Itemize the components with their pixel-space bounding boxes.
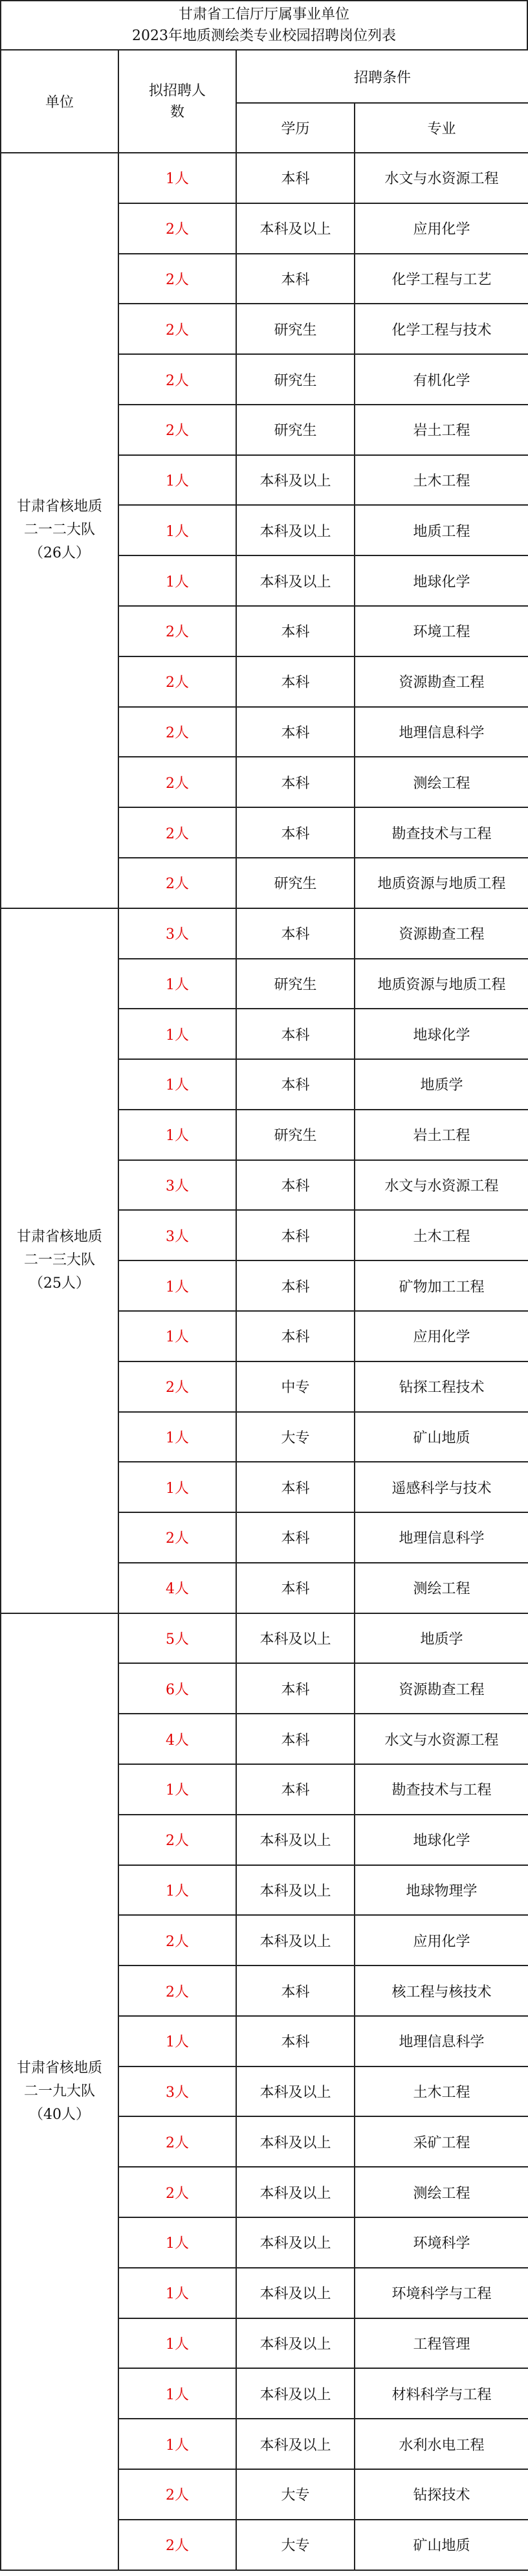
count-cell: 1人 (118, 1110, 236, 1160)
count-cell: 1人 (118, 959, 236, 1009)
count-cell: 2人 (118, 254, 236, 304)
count-cell: 2人 (118, 2469, 236, 2520)
education-cell: 本科 (236, 757, 355, 807)
unit-line: （26人） (29, 545, 90, 562)
major-cell: 环境科学与工程 (355, 2268, 528, 2318)
table-row (1, 1613, 528, 1664)
major-cell: 地质学 (355, 1613, 528, 1664)
education-cell: 本科及以上 (236, 2066, 355, 2117)
document-title (0, 0, 528, 49)
major-cell: 水文与水资源工程 (355, 1160, 528, 1211)
education-cell: 本科 (236, 1966, 355, 2016)
education-cell: 本科 (236, 1311, 355, 1361)
major-cell: 矿山地质 (355, 2520, 528, 2570)
education-cell: 本科 (236, 1563, 355, 1613)
major-cell: 矿山地质 (355, 1412, 528, 1462)
count-cell: 3人 (118, 2066, 236, 2117)
unit-line: （25人） (29, 1275, 90, 1292)
education-cell: 大专 (236, 2520, 355, 2570)
education-cell: 研究生 (236, 858, 355, 908)
major-cell: 水利水电工程 (355, 2419, 528, 2469)
major-cell: 矿物加工工程 (355, 1260, 528, 1311)
major-cell: 地理信息科学 (355, 2016, 528, 2066)
education-cell: 本科及以上 (236, 505, 355, 555)
education-cell: 大专 (236, 1412, 355, 1462)
count-cell: 1人 (118, 555, 236, 606)
unit-cell (1, 1613, 118, 2570)
education-cell: 本科及以上 (236, 455, 355, 506)
table-body (1, 50, 528, 2570)
count-cell: 1人 (118, 2016, 236, 2066)
count-cell: 5人 (118, 1613, 236, 1664)
count-cell: 2人 (118, 707, 236, 757)
count-cell: 1人 (118, 2368, 236, 2419)
major-cell: 测绘工程 (355, 757, 528, 807)
count-cell: 3人 (118, 1210, 236, 1260)
education-cell: 本科 (236, 1462, 355, 1512)
education-cell: 本科及以上 (236, 1915, 355, 1966)
unit-cell (1, 153, 118, 908)
education-cell: 研究生 (236, 304, 355, 354)
count-cell: 4人 (118, 1714, 236, 1764)
major-cell: 地质资源与地质工程 (355, 959, 528, 1009)
count-cell: 1人 (118, 1009, 236, 1059)
table-row (1, 908, 528, 959)
major-cell: 水文与水资源工程 (355, 153, 528, 203)
major-cell: 地质学 (355, 1059, 528, 1110)
count-cell: 1人 (118, 1865, 236, 1916)
major-cell: 测绘工程 (355, 1563, 528, 1613)
education-cell: 本科 (236, 1714, 355, 1764)
major-cell: 有机化学 (355, 354, 528, 405)
header-education: 学历 (236, 103, 355, 153)
title-line-1: 甘肃省工信厅厅属事业单位 (178, 6, 349, 23)
count-cell: 3人 (118, 908, 236, 959)
header-count (118, 50, 236, 153)
header-row-1 (1, 50, 528, 103)
education-cell: 本科 (236, 807, 355, 858)
education-cell: 中专 (236, 1361, 355, 1412)
education-cell: 本科 (236, 1059, 355, 1110)
count-cell: 2人 (118, 2116, 236, 2167)
title-line-2: 2023年地质测绘类专业校园招聘岗位列表 (132, 28, 396, 44)
count-cell: 1人 (118, 505, 236, 555)
header-conditions: 招聘条件 (236, 50, 528, 103)
major-cell: 岩土工程 (355, 1110, 528, 1160)
education-cell: 本科 (236, 707, 355, 757)
count-cell: 1人 (118, 2268, 236, 2318)
count-cell: 2人 (118, 807, 236, 858)
count-cell: 2人 (118, 2167, 236, 2217)
major-cell: 岩土工程 (355, 405, 528, 455)
count-cell: 1人 (118, 1764, 236, 1815)
count-cell: 2人 (118, 1815, 236, 1865)
major-cell: 地质资源与地质工程 (355, 858, 528, 908)
education-cell: 本科 (236, 1512, 355, 1563)
count-cell: 1人 (118, 1059, 236, 1110)
education-cell: 本科及以上 (236, 2318, 355, 2369)
major-cell: 化学工程与工艺 (355, 254, 528, 304)
major-cell: 资源勘查工程 (355, 656, 528, 707)
count-cell: 1人 (118, 2419, 236, 2469)
education-cell: 本科及以上 (236, 2167, 355, 2217)
count-cell: 1人 (118, 153, 236, 203)
count-cell: 2人 (118, 1512, 236, 1563)
education-cell: 本科及以上 (236, 2116, 355, 2167)
header-count-text: 拟招聘人数 (148, 82, 206, 120)
education-cell: 本科 (236, 1160, 355, 1211)
major-cell: 应用化学 (355, 1311, 528, 1361)
major-cell: 土木工程 (355, 2066, 528, 2117)
major-cell: 资源勘查工程 (355, 908, 528, 959)
major-cell: 核工程与核技术 (355, 1966, 528, 2016)
count-cell: 2人 (118, 1915, 236, 1966)
education-cell: 大专 (236, 2469, 355, 2520)
education-cell: 本科及以上 (236, 2419, 355, 2469)
education-cell: 本科 (236, 1663, 355, 1714)
count-cell: 2人 (118, 858, 236, 908)
unit-cell (1, 908, 118, 1613)
major-cell: 工程管理 (355, 2318, 528, 2369)
unit-line: （40人） (29, 2106, 90, 2123)
education-cell: 本科及以上 (236, 2268, 355, 2318)
education-cell: 本科及以上 (236, 2368, 355, 2419)
count-cell: 1人 (118, 2318, 236, 2369)
education-cell: 本科及以上 (236, 1613, 355, 1664)
header-unit: 单位 (1, 50, 118, 153)
unit-line: 二一九大队 (23, 2083, 95, 2100)
education-cell: 本科 (236, 1260, 355, 1311)
count-cell: 6人 (118, 1663, 236, 1714)
count-cell: 1人 (118, 1412, 236, 1462)
education-cell: 本科及以上 (236, 203, 355, 254)
count-cell: 2人 (118, 606, 236, 656)
count-cell: 2人 (118, 1966, 236, 2016)
major-cell: 地球化学 (355, 555, 528, 606)
education-cell: 研究生 (236, 1110, 355, 1160)
education-cell: 本科 (236, 1210, 355, 1260)
education-cell: 本科 (236, 606, 355, 656)
major-cell: 钻探技术 (355, 2469, 528, 2520)
unit-line: 甘肃省核地质 (16, 2059, 102, 2076)
count-cell: 3人 (118, 1160, 236, 1211)
count-cell: 1人 (118, 1462, 236, 1512)
major-cell: 遥感科学与技术 (355, 1462, 528, 1512)
education-cell: 本科及以上 (236, 2217, 355, 2268)
major-cell: 地理信息科学 (355, 1512, 528, 1563)
recruitment-table (0, 49, 528, 2571)
count-cell: 2人 (118, 304, 236, 354)
count-cell: 2人 (118, 1361, 236, 1412)
education-cell: 本科 (236, 908, 355, 959)
major-cell: 测绘工程 (355, 2167, 528, 2217)
count-cell: 2人 (118, 405, 236, 455)
count-cell: 1人 (118, 1260, 236, 1311)
table-row (1, 153, 528, 203)
unit-line: 二一三大队 (23, 1252, 95, 1269)
major-cell: 钻探工程技术 (355, 1361, 528, 1412)
major-cell: 环境工程 (355, 606, 528, 656)
count-cell: 1人 (118, 2217, 236, 2268)
major-cell: 土木工程 (355, 1210, 528, 1260)
count-cell: 2人 (118, 656, 236, 707)
unit-line: 二一二大队 (23, 522, 95, 539)
count-cell: 1人 (118, 1311, 236, 1361)
unit-line: 甘肃省核地质 (16, 1229, 102, 1246)
education-cell: 本科 (236, 2016, 355, 2066)
major-cell: 地球化学 (355, 1009, 528, 1059)
header-major: 专业 (355, 103, 528, 153)
major-cell: 采矿工程 (355, 2116, 528, 2167)
unit-line: 甘肃省核地质 (16, 498, 102, 515)
education-cell: 本科 (236, 254, 355, 304)
major-cell: 勘查技术与工程 (355, 807, 528, 858)
education-cell: 本科 (236, 1009, 355, 1059)
major-cell: 水文与水资源工程 (355, 1714, 528, 1764)
count-cell: 4人 (118, 1563, 236, 1613)
education-cell: 本科 (236, 656, 355, 707)
major-cell: 资源勘查工程 (355, 1663, 528, 1714)
major-cell: 应用化学 (355, 203, 528, 254)
major-cell: 勘查技术与工程 (355, 1764, 528, 1815)
major-cell: 材料科学与工程 (355, 2368, 528, 2419)
major-cell: 环境科学 (355, 2217, 528, 2268)
major-cell: 地质工程 (355, 505, 528, 555)
education-cell: 本科 (236, 1764, 355, 1815)
count-cell: 1人 (118, 455, 236, 506)
count-cell: 2人 (118, 354, 236, 405)
education-cell: 研究生 (236, 959, 355, 1009)
major-cell: 地理信息科学 (355, 707, 528, 757)
count-cell: 2人 (118, 203, 236, 254)
major-cell: 土木工程 (355, 455, 528, 506)
major-cell: 地球物理学 (355, 1865, 528, 1916)
education-cell: 本科及以上 (236, 555, 355, 606)
count-cell: 2人 (118, 2520, 236, 2570)
education-cell: 本科及以上 (236, 1815, 355, 1865)
major-cell: 应用化学 (355, 1915, 528, 1966)
education-cell: 本科 (236, 153, 355, 203)
education-cell: 研究生 (236, 405, 355, 455)
education-cell: 本科及以上 (236, 1865, 355, 1916)
count-cell: 2人 (118, 757, 236, 807)
education-cell: 研究生 (236, 354, 355, 405)
major-cell: 地球化学 (355, 1815, 528, 1865)
major-cell: 化学工程与技术 (355, 304, 528, 354)
